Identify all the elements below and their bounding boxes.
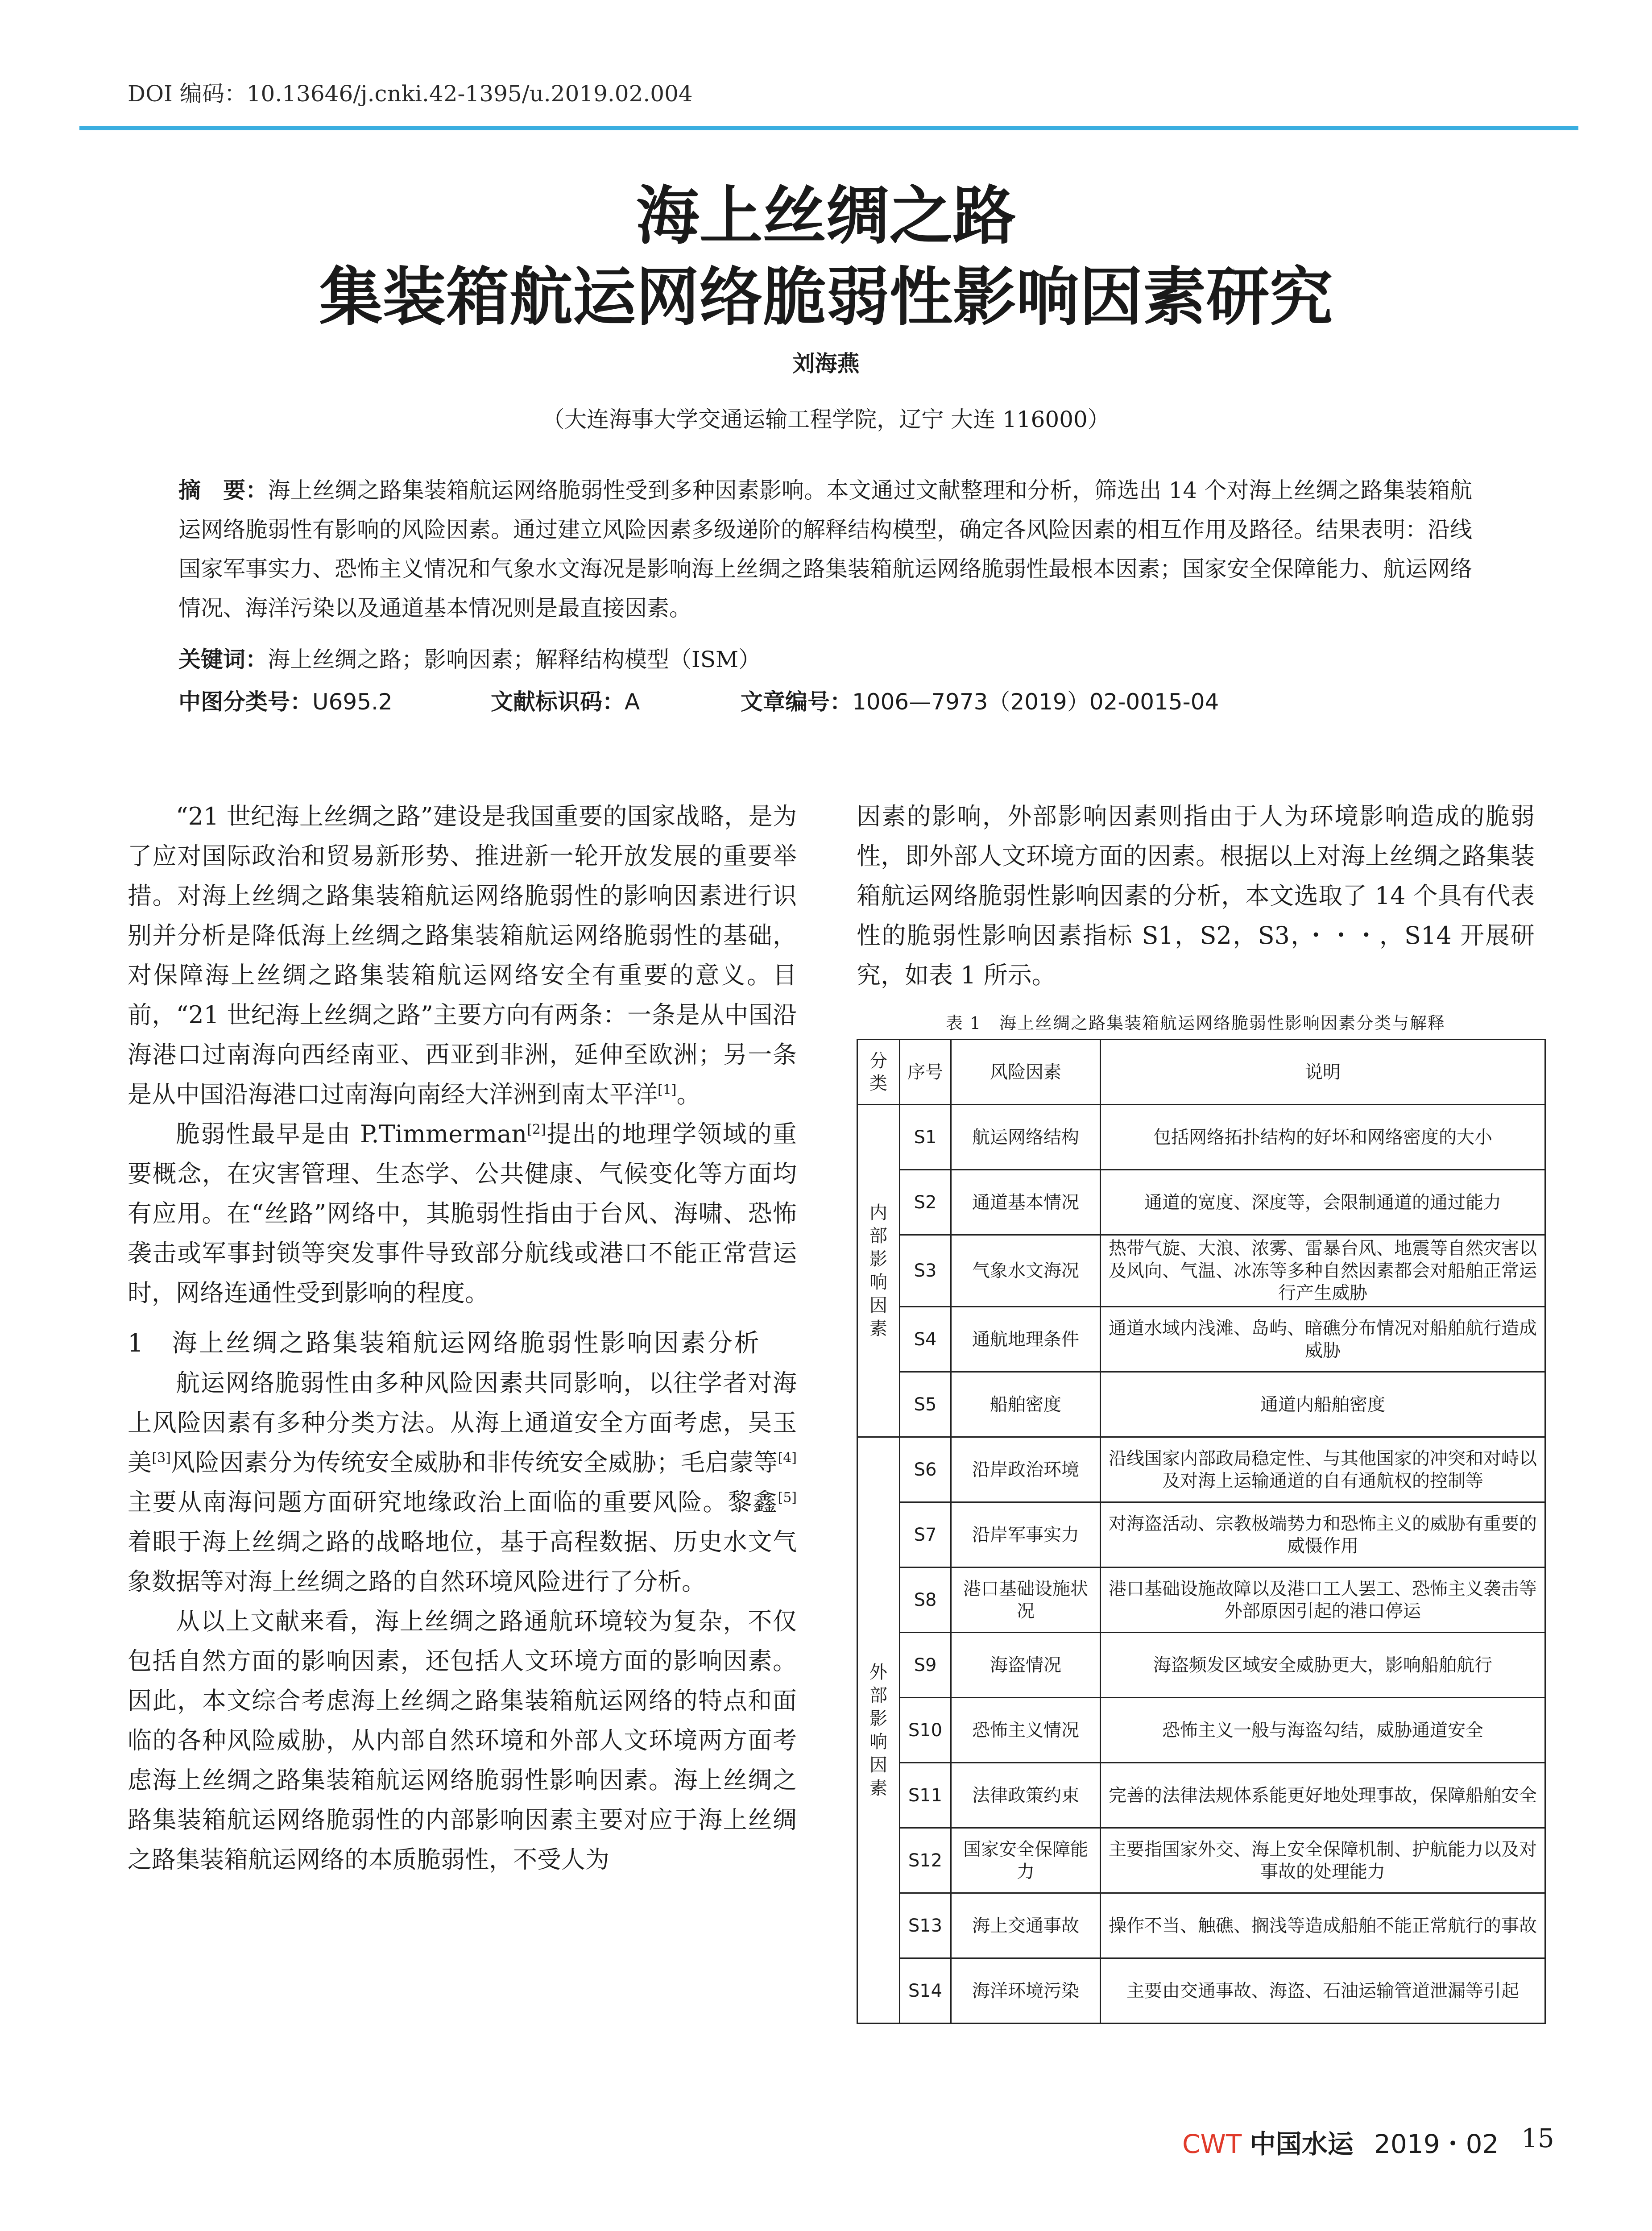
row-index: S13: [900, 1893, 951, 1958]
row-description: 热带气旋、大浪、浓雾、雷暴台风、地震等自然灾害以及风向、气温、冰冻等多种自然因素都会对船舶正常运行产生威胁: [1101, 1235, 1545, 1307]
article-value: 1006—7973（2019）02-0015-04: [852, 689, 1219, 715]
doc-label: 文献标识码：: [491, 689, 625, 715]
citation: [3]: [152, 1450, 171, 1466]
table-row: [857, 1958, 1545, 2024]
row-description: 沿线国家内部政局稳定性、与其他国家的冲突和对峙以及对海上运输通道的自有通航权的控制等: [1101, 1437, 1545, 1502]
header-rule: [79, 126, 1578, 130]
row-factor: 国家安全保障能力: [951, 1828, 1101, 1893]
paragraph: 因素的影响，外部影响因素则指由于人为环境影响造成的脆弱性，即外部人文环境方面的因素。根据以上对海上丝绸之路集装箱航运网络脆弱性影响因素的分析，本文选取了 14 个具有代表性的脆弱性影响因素指标 S1，S2，S3，・・・，S14 开展研究，如表 1 所示。: [857, 802, 1535, 989]
clc-number: [178, 684, 393, 716]
paragraph-text: “21 世纪海上丝绸之路”建设是我国重要的国家战略，是为了应对国际政治和贸易新形势、推进新一轮开放发展的重要举措。对海上丝绸之路集装箱航运网络脆弱性的影响因素进行识别并分析是降低海上丝绸之路集装箱航运网络脆弱性的基础，对保障海上丝绸之路集装箱航运网络安全有重要的意义。目前，“21 世纪海上丝绸之路”主要方向有两条：一条是从中国沿海港口过南海向西经南亚、西亚到非洲，延伸至欧洲；另一条是从中国沿海港口过南海向南经大洋洲到南太平洋: [128, 802, 797, 1108]
citation: [2]: [527, 1122, 546, 1137]
row-description: 包括网络拓扑结构的好坏和网络密度的大小: [1101, 1105, 1545, 1170]
table-row: [857, 1372, 1545, 1437]
row-description: 通道的宽度、深度等，会限制通道的通过能力: [1101, 1170, 1545, 1235]
table-row: [857, 1235, 1545, 1307]
title-line-1: 海上丝绸之路: [636, 179, 1016, 253]
row-description: 通道水域内浅滩、岛屿、暗礁分布情况对船舶航行造成威胁: [1101, 1307, 1545, 1372]
row-index: S2: [900, 1170, 951, 1235]
footer-journal: [1182, 2123, 1354, 2161]
row-factor: 通道基本情况: [951, 1170, 1101, 1235]
keywords-label: 关键词：: [178, 647, 268, 672]
row-factor: 气象水文海况: [951, 1235, 1101, 1307]
paragraph-text: 风险因素分为传统安全威胁和非传统安全威胁；毛启蒙等: [170, 1448, 778, 1476]
row-description: 操作不当、触礁、搁浅等造成船舶不能正常航行的事故: [1101, 1893, 1545, 1958]
doi-line: DOI 编码：10.13646/j.cnki.42-1395/u.2019.02.004: [128, 81, 693, 107]
paragraph: [128, 1114, 797, 1313]
row-factor: 通航地理条件: [951, 1307, 1101, 1372]
table-row: [857, 1437, 1545, 1502]
row-index: S11: [900, 1763, 951, 1828]
row-description: 恐怖主义一般与海盗勾结，威胁通道安全: [1101, 1698, 1545, 1763]
row-index: S12: [900, 1828, 951, 1893]
header-index: 序号: [900, 1040, 951, 1105]
table-row: [857, 1633, 1545, 1698]
row-description: 通道内船舶密度: [1101, 1372, 1545, 1437]
clc-value: U695.2: [312, 689, 393, 715]
category-internal: 内部影响因素: [857, 1105, 900, 1437]
clc-label: 中图分类号：: [178, 689, 312, 715]
footer-brand: CWT: [1182, 2129, 1242, 2159]
body-left-column: [128, 796, 797, 1879]
row-index: S6: [900, 1437, 951, 1502]
header-description: 说明: [1101, 1040, 1545, 1105]
article-number: [741, 684, 1219, 716]
header-category: 分类: [857, 1040, 900, 1105]
title-line-2: 集装箱航运网络脆弱性影响因素研究: [319, 260, 1333, 334]
row-description: 完善的法律法规体系能更好地处理事故，保障船舶安全: [1101, 1763, 1545, 1828]
abstract-label: 摘 要：: [178, 477, 268, 503]
table-header-row: [857, 1040, 1545, 1105]
paragraph: [128, 1363, 797, 1601]
citation: [5]: [778, 1490, 797, 1505]
table-row: [857, 1105, 1545, 1170]
category-external: 外部影响因素: [857, 1437, 900, 2024]
table-row: [857, 1763, 1545, 1828]
article-label: 文章编号：: [741, 689, 852, 715]
row-factor: 海洋环境污染: [951, 1958, 1101, 2024]
abstract-text: 海上丝绸之路集装箱航运网络脆弱性受到多种因素影响。本文通过文献整理和分析，筛选出 14 个对海上丝绸之路集装箱航运网络脆弱性有影响的风险因素。通过建立风险因素多级递阶的解释结构模型，确定各风险因素的相互作用及路径。结果表明：沿线国家军事实力、恐怖主义情况和气象水文海况是影响海上丝绸之路集装箱航运网络脆弱性最根本因素；国家安全保障能力、航运网络情况、海洋污染以及通道基本情况则是最直接因素。: [178, 477, 1472, 621]
row-index: S1: [900, 1105, 951, 1170]
doc-value: A: [625, 689, 640, 715]
doc-code: [491, 684, 640, 716]
paragraph: 从以上文献来看，海上丝绸之路通航环境较为复杂，不仅包括自然方面的影响因素，还包括人文环境方面的影响因素。因此，本文综合考虑海上丝绸之路集装箱航运网络的特点和面临的各种风险威胁，从内部自然环境和外部人文环境两方面考虑海上丝绸之路集装箱航运网络脆弱性影响因素。海上丝绸之路集装箱航运网络脆弱性的内部影响因素主要对应于海上丝绸之路集装箱航运网络的本质脆弱性，不受人为: [128, 1607, 797, 1874]
table-row: [857, 1170, 1545, 1235]
row-description: 主要由交通事故、海盗、石油运输管道泄漏等引起: [1101, 1958, 1545, 2024]
table-row: [857, 1893, 1545, 1958]
row-index: S9: [900, 1633, 951, 1698]
paragraph-text: 航运网络脆弱性由多种风险因素共同影响，以往学者对海上风险因素有多种分类方法。从海上通道安全方面考虑，吴玉美: [128, 1369, 797, 1476]
paragraph-text: 脆弱性最早是由 P.Timmerman: [176, 1120, 527, 1148]
row-factor: 船舶密度: [951, 1372, 1101, 1437]
table-row: [857, 1307, 1545, 1372]
row-factor: 港口基础设施状况: [951, 1568, 1101, 1633]
row-index: S3: [900, 1235, 951, 1307]
row-description: 海盗频发区域安全威胁更大，影响船舶航行: [1101, 1633, 1545, 1698]
paragraph: [128, 796, 797, 1114]
row-factor: 恐怖主义情况: [951, 1698, 1101, 1763]
row-index: S4: [900, 1307, 951, 1372]
paragraph-text: 着眼于海上丝绸之路的战略地位，基于高程数据、历史水文气象数据等对海上丝绸之路的自然环境风险进行了分析。: [128, 1528, 797, 1596]
header-factor: 风险因素: [951, 1040, 1101, 1105]
row-description: 主要指国家外交、海上安全保障机制、护航能力以及对事故的处理能力: [1101, 1828, 1545, 1893]
table-row: [857, 1502, 1545, 1568]
row-factor: 沿岸军事实力: [951, 1502, 1101, 1568]
table-row: [857, 1698, 1545, 1763]
row-index: S10: [900, 1698, 951, 1763]
paragraph-text: 提出的地理学领域的重要概念，在灾害管理、生态学、公共健康、气候变化等方面均有应用。在“丝路”网络中，其脆弱性指由于台风、海啸、恐怖袭击或军事封锁等突发事件导致部分航线或港口不能正常营运时，网络连通性受到影响的程度。: [128, 1120, 797, 1307]
row-description: 对海盗活动、宗教极端势力和恐怖主义的威胁有重要的威慑作用: [1101, 1502, 1545, 1568]
keywords-text: 海上丝绸之路；影响因素；解释结构模型（ISM）: [268, 647, 761, 672]
author: 刘海燕: [792, 351, 860, 377]
row-index: S14: [900, 1958, 951, 2024]
row-index: S5: [900, 1372, 951, 1437]
paragraph-text: 。: [676, 1080, 701, 1108]
table-caption: 表 1 海上丝绸之路集装箱航运网络脆弱性影响因素分类与解释: [945, 1013, 1446, 1033]
citation: [1]: [658, 1082, 677, 1098]
table-row: [857, 1828, 1545, 1893]
row-description: 港口基础设施故障以及港口工人罢工、恐怖主义袭击等外部原因引起的港口停运: [1101, 1568, 1545, 1633]
citation: [4]: [778, 1450, 797, 1466]
page-number: 15: [1521, 2123, 1554, 2153]
risk-factor-table: [857, 1039, 1546, 2024]
section-heading: 1 海上丝绸之路集装箱航运网络脆弱性影响因素分析: [128, 1329, 761, 1358]
row-factor: 海盗情况: [951, 1633, 1101, 1698]
row-factor: 法律政策约束: [951, 1763, 1101, 1828]
body-right-column: [857, 796, 1535, 995]
footer-magazine: 中国水运: [1250, 2129, 1354, 2159]
row-index: S7: [900, 1502, 951, 1568]
row-index: S8: [900, 1568, 951, 1633]
row-factor: 海上交通事故: [951, 1893, 1101, 1958]
footer-issue: 2019・02: [1374, 2129, 1499, 2159]
abstract: [178, 471, 1472, 628]
affiliation: （大连海事大学交通运输工程学院，辽宁 大连 116000）: [542, 406, 1110, 432]
row-factor: 航运网络结构: [951, 1105, 1101, 1170]
paragraph-text: 主要从南海问题方面研究地缘政治上面临的重要风险。黎鑫: [128, 1488, 778, 1516]
table-row: [857, 1568, 1545, 1633]
row-factor: 沿岸政治环境: [951, 1437, 1101, 1502]
keywords: [178, 642, 761, 674]
